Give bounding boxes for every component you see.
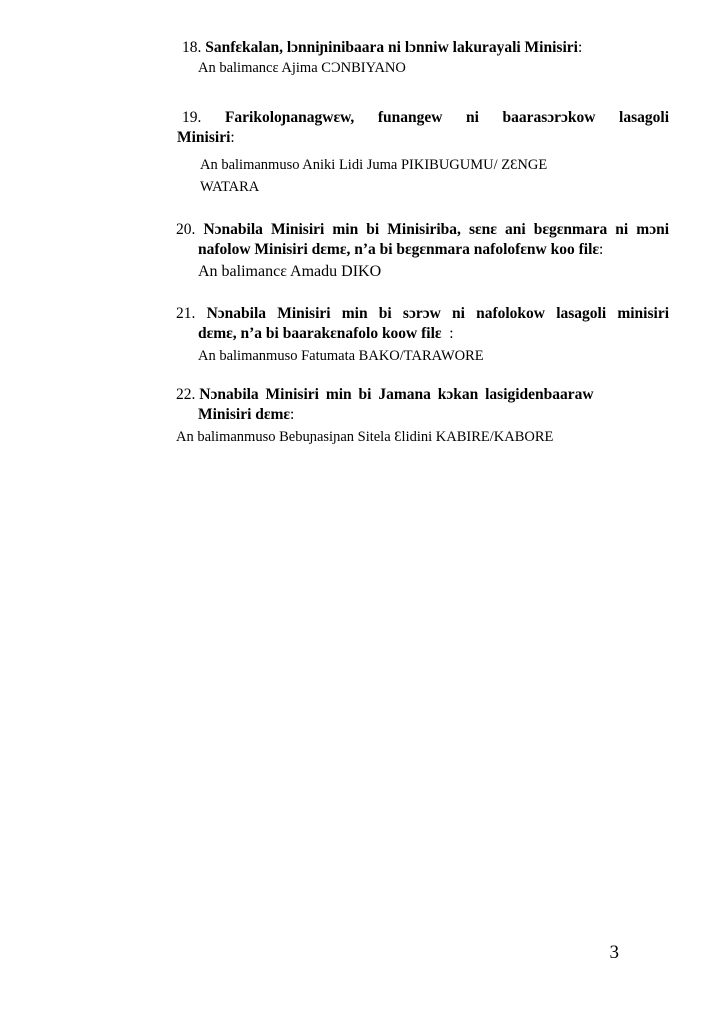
- entry-title-text: Nɔnabila Minisiri min bi Jamana kɔkan lasigidenbaaraw: [199, 386, 594, 403]
- entry-21: [176, 304, 669, 366]
- entry-number: 19.: [182, 109, 202, 126]
- entry-title-cont: [177, 128, 669, 148]
- entry-title-text: Farikoloɲanagwɛw, funangew ni baarasɔrɔkow lasagoli: [224, 109, 669, 126]
- entry-number: 22.: [176, 386, 196, 403]
- entry-title-text: Nɔnabila Minisiri min bi Minisiriba, sɛnɛ ani bɛgɛnmara ni mɔni: [203, 221, 670, 238]
- entry-title: [176, 385, 669, 405]
- entry-title: [176, 220, 669, 240]
- entry-colon: :: [230, 129, 235, 146]
- entry-minister-name: An balimanmuso Fatumata BAKO/TARAWORE: [198, 348, 484, 364]
- entry-minister-name: An balimancɛ Amadu DIKO: [198, 263, 382, 280]
- entry-title-text: Sanfɛkalan, lɔnniɲinibaara ni lɔnniw lakurayali Minisiri: [205, 39, 578, 56]
- entry-title: [176, 304, 669, 324]
- entry-title: [177, 108, 669, 128]
- entry-title-text-2: dɛmɛ, n’a bi baarakɛnafolo koow filɛ: [198, 325, 442, 342]
- entry-20: [176, 220, 669, 282]
- entry-18: [182, 38, 674, 78]
- entry-title-text: Nɔnabila Minisiri min bi sɔrɔw ni nafolokow lasagoli minisiri: [206, 305, 669, 322]
- entry-title-text-2: nafolow Minisiri dɛmɛ, n’a bi bɛgɛnmara nafolofɛnw koo filɛ: [198, 241, 600, 258]
- page-number: 3: [609, 942, 619, 963]
- entry-colon: :: [577, 39, 583, 56]
- entry-title: [182, 38, 674, 58]
- entry-number: 18.: [182, 39, 202, 56]
- entry-19: [177, 108, 669, 198]
- entry-number: 20.: [176, 221, 196, 238]
- entry-title-cont: [176, 405, 669, 425]
- entry-22: [176, 385, 669, 447]
- entry-title-cont: [176, 324, 669, 344]
- entry-minister-name: An balimancɛ Ajima CƆNBIYANO: [198, 60, 406, 76]
- entry-colon: :: [290, 406, 295, 423]
- entry-minister-name: An balimanmuso Aniki Lidi Juma PIKIBUGUMU/ ZƐNGE WATARA: [200, 157, 548, 195]
- entry-number: 21.: [176, 305, 196, 322]
- entry-minister-name: An balimanmuso Bebuɲasiɲan Sitela Ɛlidini KABIRE/KABORE: [176, 429, 554, 445]
- entry-title-text-2: Minisiri dɛmɛ: [198, 406, 291, 423]
- entry-colon: :: [599, 241, 604, 258]
- entry-title-cont: [176, 240, 669, 260]
- entry-title-text-2: Minisiri: [177, 129, 231, 146]
- entry-colon: :: [449, 325, 454, 342]
